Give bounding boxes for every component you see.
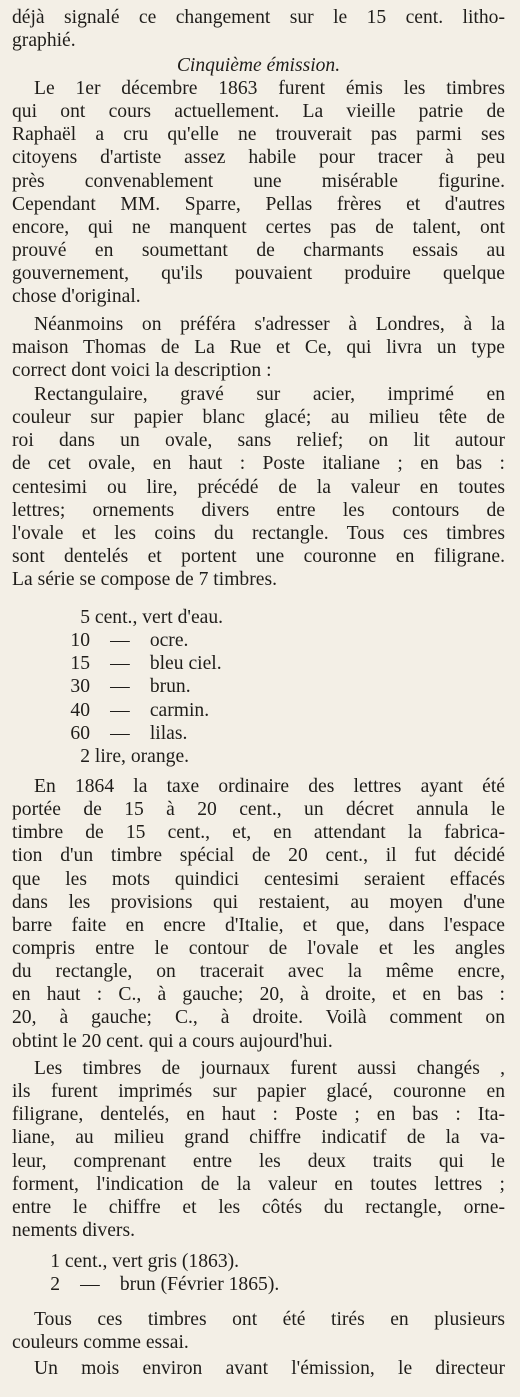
text-line: barre faite en encre d'Italie, et que, dans l'espace: [12, 914, 505, 936]
text-line: ils furent imprimés sur papier glacé, couronne en: [12, 1081, 505, 1103]
text-line: sont dentelés et portent une couronne en filigrane.: [12, 545, 505, 567]
intro-text: [12, 6, 505, 52]
text-line: leur, comprenant entre les deux traits qui le: [12, 1150, 505, 1172]
stamp-value: 10: [70, 630, 90, 652]
text-line: encore, qui ne manquent certes pas de talent, ont: [12, 216, 505, 238]
text-line: Cependant MM. Sparre, Pellas frères et d'autres: [12, 193, 505, 215]
paragraph-5: [12, 1057, 505, 1242]
list-item: [30, 1250, 279, 1273]
stamp-color: orange.: [130, 745, 190, 767]
text-line: lettres; ornements divers entre les contours de: [12, 499, 505, 521]
list-item: [60, 652, 223, 675]
stamp-color: brun.: [149, 676, 191, 698]
text-line: Un mois environ avant l'émission, le directeur: [34, 1358, 505, 1379]
stamp-value: 2: [50, 1274, 60, 1296]
stamp-list-2: [30, 1250, 279, 1296]
text-line: maison Thomas de La Rue et Ce, qui livra un type: [12, 337, 505, 359]
paragraph-6: [12, 1308, 505, 1354]
text-line: que les mots quindici centesimi seraient effacés: [12, 868, 505, 890]
text-line: Raphaël a cru qu'elle ne trouverait pas parmi ses: [12, 124, 505, 146]
stamp-value: 5: [80, 607, 90, 628]
paragraph-3: [12, 383, 505, 591]
stamp-list-1: [60, 606, 223, 768]
text-line: chose d'original.: [12, 286, 141, 308]
text-line: qui ont cours actuellement. La vieille patrie de: [12, 101, 505, 123]
stamp-unit: —: [110, 630, 130, 652]
text-line: entre le chiffre et les côtés du rectangle, orne-: [12, 1196, 505, 1218]
stamp-value: 15: [70, 653, 90, 675]
text-line: forment, l'indication de la valeur en toutes lettres ;: [12, 1173, 505, 1195]
paragraph-2: [12, 313, 505, 382]
paragraph-4: [12, 775, 505, 1053]
text-line: couleurs comme essai.: [12, 1332, 189, 1354]
text-line: dans les provisions qui restaient, au moyen d'une: [12, 891, 505, 913]
stamp-description: brun (Février 1865).: [119, 1274, 280, 1296]
stamp-unit: —: [80, 1274, 100, 1296]
text-line: prouvé en soumettant de charmants essais au: [12, 239, 505, 261]
section-heading: [12, 54, 505, 77]
stamp-unit: —: [110, 653, 130, 675]
text-line: centesimi ou lire, précédé de la valeur en toutes: [12, 476, 505, 498]
text-line: Néanmoins on préféra s'adresser à Londres, à la: [34, 314, 505, 335]
stamp-unit: —: [110, 699, 130, 721]
list-item: [60, 675, 223, 698]
text-line: graphié.: [12, 30, 76, 52]
stamp-unit: —: [110, 676, 130, 698]
text-line: déjà signalé ce changement sur le 15 cent. litho-: [12, 7, 505, 28]
text-line: 20, à gauche; C., à droite. Voilà comment on: [12, 1007, 505, 1029]
text-line: Les timbres de journaux furent aussi changés ,: [34, 1058, 505, 1079]
stamp-color: ocre.: [149, 630, 189, 652]
list-item: [60, 722, 223, 745]
text-line: près convenablement une misérable figurine.: [12, 170, 505, 192]
text-line: timbre de 15 cent., et, en attendant la fabrica-: [12, 822, 505, 844]
paragraph-1: [12, 77, 505, 308]
text-line: correct dont voici la description :: [12, 360, 272, 382]
text-line: de cet ovale, en haut : Poste italiane ; en bas :: [12, 453, 505, 475]
stamp-value: 40: [70, 699, 90, 721]
text-line: du rectangle, on tracerait avec la même encre,: [12, 961, 505, 983]
stamp-color: bleu ciel.: [149, 653, 222, 675]
stamp-value: 1: [50, 1251, 60, 1272]
text-line: portée de 15 à 20 cent., un décret annula le: [12, 799, 505, 821]
text-line: couleur sur papier blanc glacé; au milieu tête de: [12, 407, 505, 429]
heading-text: Cinquième émission.: [176, 55, 341, 76]
text-line: l'ovale et les coins du rectangle. Tous ces timbres: [12, 522, 505, 544]
stamp-value: 30: [70, 676, 90, 698]
text-line: Tous ces timbres ont été tirés en plusieurs: [34, 1309, 505, 1330]
text-line: Le 1er décembre 1863 furent émis les timbres: [34, 78, 505, 99]
list-item: [60, 745, 223, 768]
text-line: citoyens d'artiste assez habile pour tracer à peu: [12, 147, 505, 169]
paragraph-7: [12, 1357, 505, 1380]
text-line: liane, au milieu grand chiffre indicatif de la va-: [12, 1127, 505, 1149]
stamp-unit: cent.,: [94, 607, 138, 628]
stamp-value: 2: [80, 745, 90, 767]
text-line: obtint le 20 cent. qui a cours aujourd'hui.: [12, 1030, 333, 1052]
text-line: tion d'un timbre spécial de 20 cent., il fut décidé: [12, 845, 505, 867]
text-line: gouvernement, qu'ils pouvaient produire quelque: [12, 263, 505, 285]
stamp-value: 60: [70, 722, 90, 744]
stamp-color: carmin.: [149, 699, 210, 721]
text-line: filigrane, dentelés, en haut : Poste ; en bas : Ita-: [12, 1104, 505, 1126]
text-line: en haut : C., à gauche; 20, à droite, et en bas :: [12, 984, 505, 1006]
list-item: [60, 606, 223, 629]
stamp-color: vert d'eau.: [142, 607, 224, 628]
list-item: [30, 1273, 279, 1296]
text-line: compris entre le contour de l'ovale et les angles: [12, 937, 505, 959]
text-line: La série se compose de 7 timbres.: [12, 569, 277, 591]
stamp-color: lilas.: [149, 722, 188, 744]
stamp-unit: —: [110, 722, 130, 744]
stamp-unit: cent.,: [64, 1251, 108, 1272]
text-line: roi dans un ovale, sans relief; on lit autour: [12, 430, 505, 452]
text-line: Rectangulaire, gravé sur acier, imprimé en: [34, 384, 505, 405]
text-line: En 1864 la taxe ordinaire des lettres ayant été: [34, 776, 505, 797]
text-line: nements divers.: [12, 1219, 135, 1241]
list-item: [60, 699, 223, 722]
list-item: [60, 629, 223, 652]
stamp-unit: lire,: [94, 745, 126, 767]
stamp-description: vert gris (1863).: [112, 1251, 240, 1272]
